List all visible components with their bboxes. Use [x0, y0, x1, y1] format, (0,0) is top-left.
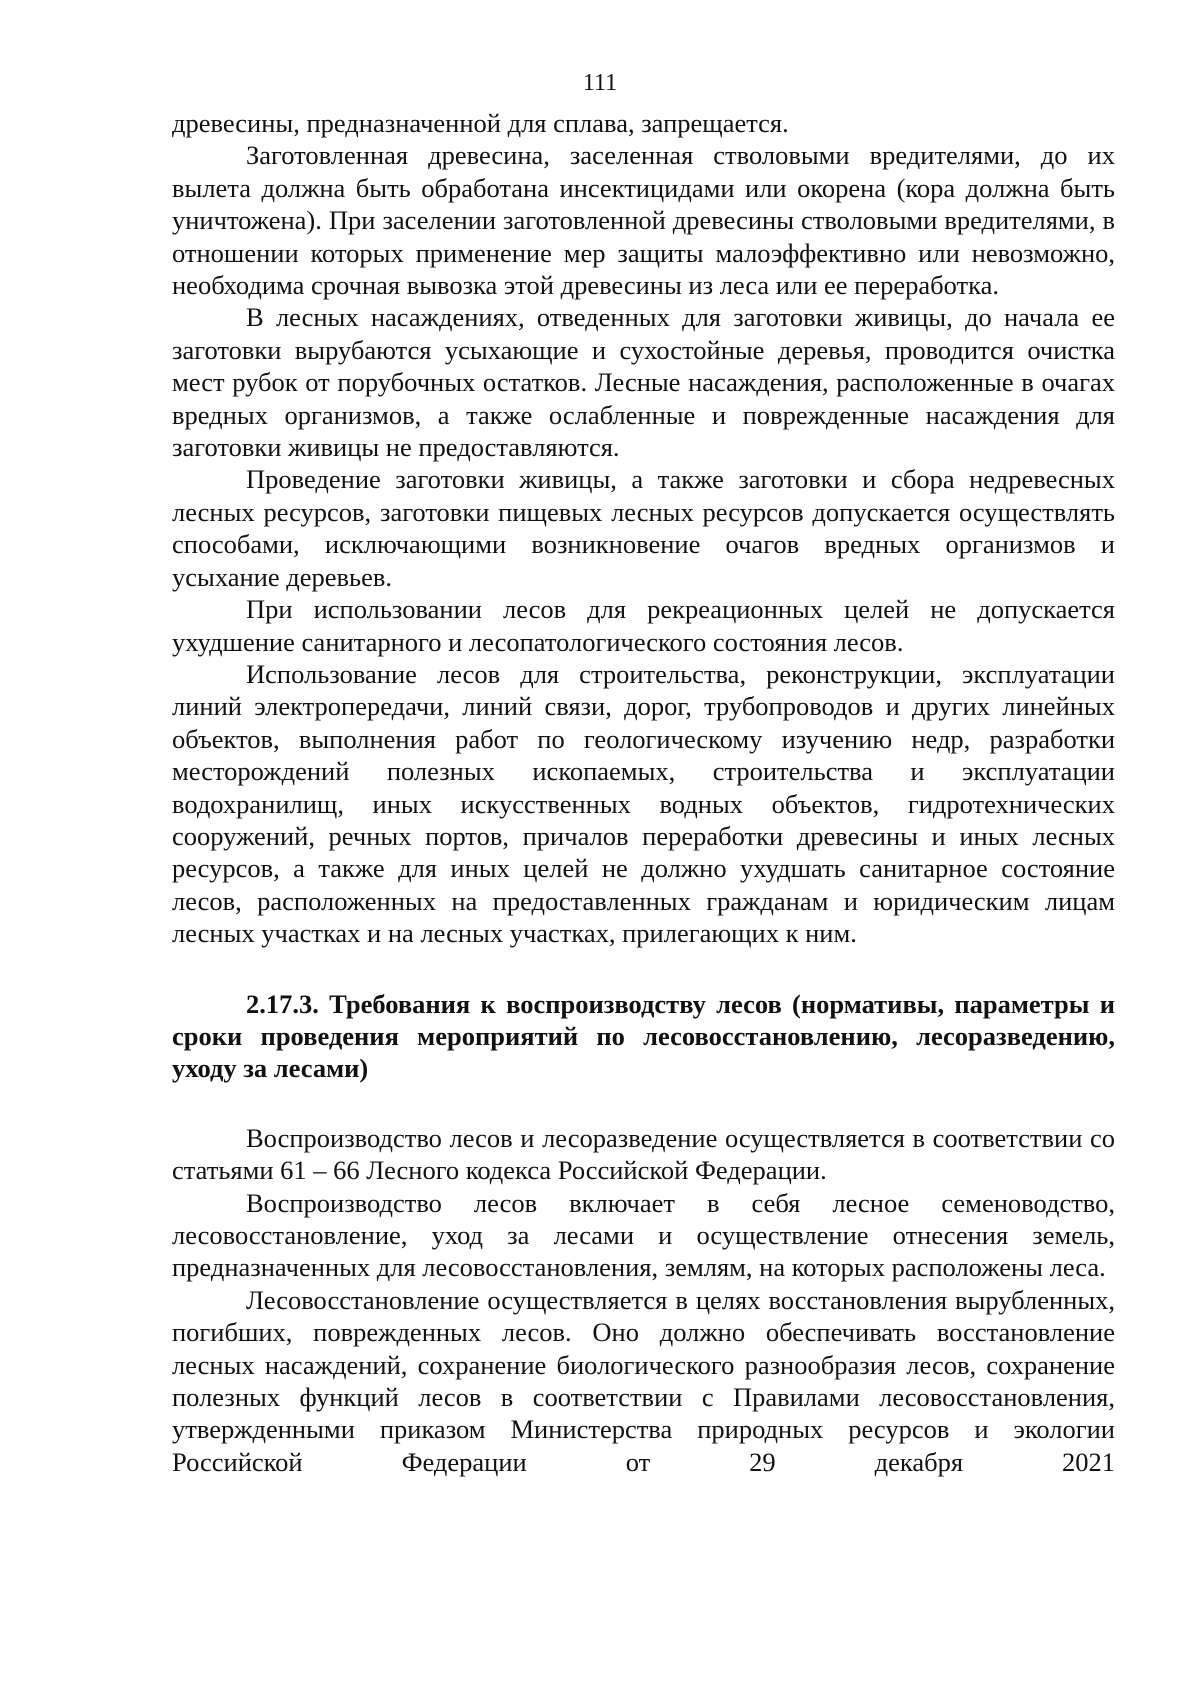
section-heading: 2.17.3. Требования к воспроизводству лесов (нормативы, параметры и сроки проведения мероприятий по лесовосстановлению, лесоразведению, уходу за лесами) — [172, 988, 1115, 1084]
paragraph-recreation: При использовании лесов для рекреационных целей не допускается ухудшение санитарного и лесопатологического состояния лесов. — [172, 594, 1115, 657]
document-body — [172, 107, 1115, 1478]
paragraph-resin-harvest-methods: Проведение заготовки живицы, а также заготовки и сбора недревесных лесных ресурсов, заготовки пищевых лесных ресурсов допускается осуществлять способами, исключающими возникновение очагов вредных организмов и усыхание деревьев. — [172, 464, 1115, 592]
paragraph-reproduction-basis: Воспроизводство лесов и лесоразведение осуществляется в соответствии со статьями 61 – 66 Лесного кодекса Российской Федерации. — [172, 1122, 1115, 1186]
paragraph-reproduction-includes: Воспроизводство лесов включает в себя лесное семеноводство, лесовосстановление, уход за лесами и осуществление отнесения земель, предназначенных для лесовосстановления, землям, на которых расположены леса. — [172, 1187, 1115, 1283]
paragraph-reforestation: Лесовосстановление осуществляется в целях восстановления вырубленных, погибших, поврежденных лесов. Оно должно обеспечивать восстановление лесных насаждений, сохранение биологического разнообразия лесов, сохранение полезных функций лесов в соответствии с Правилами лесовосстановления, утвержденными приказом Министерства природных ресурсов и экологии Российской Федерации от 29 декабря 2021 — [172, 1284, 1115, 1477]
page-number: 111 — [582, 70, 618, 96]
paragraph-construction-use: Использование лесов для строительства, реконструкции, эксплуатации линий электропередачи, линий связи, дорог, трубопроводов и других линейных объектов, выполнения работ по геологическому изучению недр, разработки месторождений полезных ископаемых, строительства и эксплуатации водохранилищ, иных искусственных водных объектов, гидротехнических сооружений, речных портов, причалов переработки древесины и иных лесных ресурсов, а также для иных целей не должно ухудшать санитарное состояние лесов, расположенных на предоставленных гражданам и юридическим лицам лесных участках и на лесных участках, прилегающих к ним. — [172, 658, 1115, 949]
paragraph-pest-treatment: Заготовленная древесина, заселенная стволовыми вредителями, до их вылета должна быть обработана инсектицидами или окорена (кора должна быть уничтожена). При заселении заготовленной древесины стволовыми вредителями, в отношении которых применение мер защиты малоэффективно или невозможно, необходима срочная вывозка этой древесины из леса или ее переработка. — [172, 140, 1115, 301]
paragraph-continuation: древесины, предназначенной для сплава, запрещается. — [172, 108, 789, 138]
paragraph-resin-harvest-stands: В лесных насаждениях, отведенных для заготовки живицы, до начала ее заготовки вырубаются усыхающие и сухостойные деревья, проводится очистка мест рубок от порубочных остатков. Лесные насаждения, расположенные в очагах вредных организмов, а также ослабленные и поврежденные насаждения для заготовки живицы не предоставляются. — [172, 302, 1115, 463]
